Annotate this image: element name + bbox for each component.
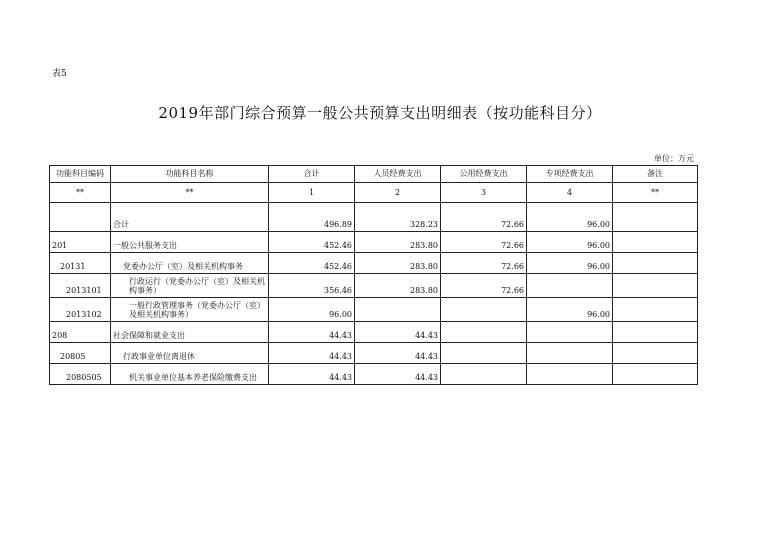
public-cell: 72.66 (441, 232, 527, 253)
table-row (50, 298, 698, 322)
code-cell: 20805 (50, 343, 111, 364)
note-cell (613, 364, 698, 385)
header-total: 合计 (269, 166, 355, 183)
personnel-cell: 44.43 (355, 364, 441, 385)
personnel-cell (355, 298, 441, 322)
mark-cell: 2 (355, 183, 441, 203)
column-marks-row (50, 183, 698, 203)
note-cell (613, 203, 698, 232)
special-cell: 96.00 (527, 232, 613, 253)
table-row (50, 253, 698, 274)
expenditure-table (49, 165, 698, 385)
special-cell: 96.00 (527, 253, 613, 274)
special-cell (527, 322, 613, 343)
header-row (50, 166, 698, 183)
code-cell: 201 (50, 232, 111, 253)
table-row (50, 322, 698, 343)
code-cell: 20131 (50, 253, 111, 274)
name-cell: 合计 (111, 203, 269, 232)
special-cell: 96.00 (527, 203, 613, 232)
total-cell: 452.46 (269, 253, 355, 274)
page-title: 2019年部门综合预算一般公共预算支出明细表（按功能科目分） (158, 104, 602, 122)
mark-cell: ** (111, 183, 269, 203)
personnel-cell: 283.80 (355, 274, 441, 298)
header-note: 备注 (613, 166, 698, 183)
personnel-cell: 44.43 (355, 322, 441, 343)
total-cell: 44.43 (269, 343, 355, 364)
public-cell: 72.66 (441, 203, 527, 232)
mark-cell: 1 (269, 183, 355, 203)
special-cell (527, 364, 613, 385)
code-cell: 2013101 (50, 274, 111, 298)
personnel-cell: 283.80 (355, 253, 441, 274)
note-cell (613, 298, 698, 322)
public-cell (441, 364, 527, 385)
table-row (50, 203, 698, 232)
mark-cell: 3 (441, 183, 527, 203)
total-cell: 96.00 (269, 298, 355, 322)
name-cell: 行政事业单位离退休 (111, 343, 269, 364)
public-cell: 72.66 (441, 253, 527, 274)
note-cell (613, 253, 698, 274)
special-cell (527, 274, 613, 298)
public-cell: 72.66 (441, 274, 527, 298)
note-cell (613, 232, 698, 253)
header-public: 公用经费支出 (441, 166, 527, 183)
mark-cell: ** (50, 183, 111, 203)
table-row (50, 364, 698, 385)
name-cell: 机关事业单位基本养老保险缴费支出 (111, 364, 269, 385)
name-cell: 党委办公厅（室）及相关机构事务 (111, 253, 269, 274)
public-cell (441, 298, 527, 322)
special-cell (527, 343, 613, 364)
code-cell: 2080505 (50, 364, 111, 385)
note-cell (613, 343, 698, 364)
public-cell (441, 322, 527, 343)
unit-label: 单位：万元 (654, 154, 694, 163)
public-cell (441, 343, 527, 364)
mark-cell: 4 (527, 183, 613, 203)
table-row (50, 343, 698, 364)
total-cell: 356.46 (269, 274, 355, 298)
name-cell: 一般行政管理事务（党委办公厅（室）及相关机构事务） (111, 298, 269, 322)
personnel-cell: 44.43 (355, 343, 441, 364)
mark-cell: ** (613, 183, 698, 203)
table-id: 表5 (52, 69, 67, 79)
name-cell: 社会保障和就业支出 (111, 322, 269, 343)
name-cell: 一般公共服务支出 (111, 232, 269, 253)
name-cell: 行政运行（党委办公厅（室）及相关机构事务） (111, 274, 269, 298)
header-personnel: 人员经费支出 (355, 166, 441, 183)
header-special: 专项经费支出 (527, 166, 613, 183)
code-cell: 2013102 (50, 298, 111, 322)
table-row (50, 232, 698, 253)
personnel-cell: 328.23 (355, 203, 441, 232)
special-cell: 96.00 (527, 298, 613, 322)
total-cell: 44.43 (269, 322, 355, 343)
total-cell: 496.89 (269, 203, 355, 232)
total-cell: 44.43 (269, 364, 355, 385)
note-cell (613, 322, 698, 343)
code-cell: 208 (50, 322, 111, 343)
personnel-cell: 283.80 (355, 232, 441, 253)
total-cell: 452.46 (269, 232, 355, 253)
header-name: 功能科目名称 (111, 166, 269, 183)
header-code: 功能科目编码 (50, 166, 111, 183)
note-cell (613, 274, 698, 298)
code-cell (50, 203, 111, 232)
table-row (50, 274, 698, 298)
